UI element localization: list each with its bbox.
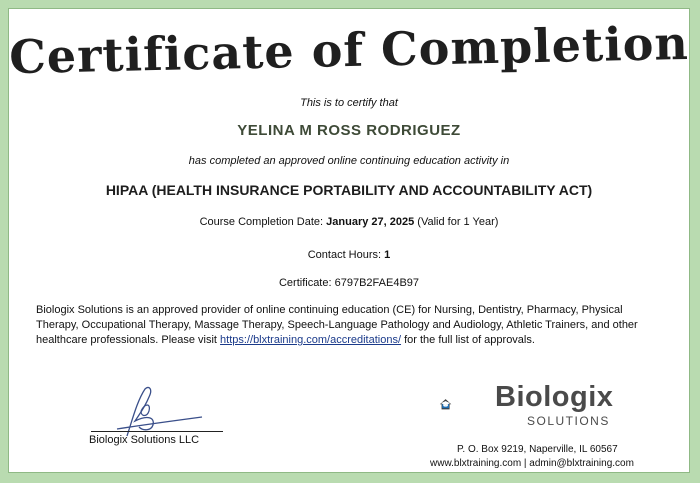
accreditations-link[interactable]: https://blxtraining.com/accreditations/ [220, 334, 402, 346]
logo-sub-text: SOLUTIONS [527, 414, 610, 428]
completion-date-line [9, 216, 689, 228]
signature-line [91, 431, 223, 432]
completed-text: has completed an approved online continuing education activity in [188, 155, 510, 167]
certificate-id-label: Certificate: [278, 277, 332, 289]
recipient-name: YELINA M ROSS RODRIGUEZ [237, 122, 461, 139]
signature-label: Biologix Solutions LLC [89, 434, 200, 446]
contact-hours-value: 1 [384, 249, 391, 261]
certificate-id-value: 6797B2FAE4B97 [334, 277, 420, 289]
logo-brand-text: Biologix [495, 381, 614, 413]
course-title: HIPAA (HEALTH INSURANCE PORTABILITY AND ACCOUNTABILITY ACT) [105, 182, 593, 198]
contact-hours-label: Contact Hours: [307, 249, 382, 261]
completion-date-value: January 27, 2025 [326, 216, 415, 228]
approval-paragraph [36, 303, 666, 348]
certificate-id-line [9, 277, 689, 289]
contact-info: www.blxtraining.com | admin@blxtraining.com [430, 458, 634, 469]
completion-date-label: Course Completion Date: [199, 216, 324, 228]
completion-validity: (Valid for 1 Year) [417, 216, 499, 228]
approval-text: Biologix Solutions is an approved provider of online continuing education (CE) for Nursing, Dentistry, Pharmacy, Physical Therapy, Occupational Therapy, Massage Therapy, Speech-Language Pathology and Audiology, Athletic Trainers, and other healthcare professionals. Please visit [36, 304, 638, 346]
contact-hours-line [9, 249, 689, 261]
signature-icon [87, 381, 217, 441]
biologix-logo-icon [437, 379, 497, 429]
address-text: P. O. Box 9219, Naperville, IL 60567 [457, 444, 618, 455]
certificate-frame [8, 8, 690, 473]
certificate-title: Certificate of Completion [8, 15, 690, 85]
certify-text: This is to certify that [300, 97, 398, 109]
approval-text-end: for the full list of approvals. [401, 334, 535, 346]
